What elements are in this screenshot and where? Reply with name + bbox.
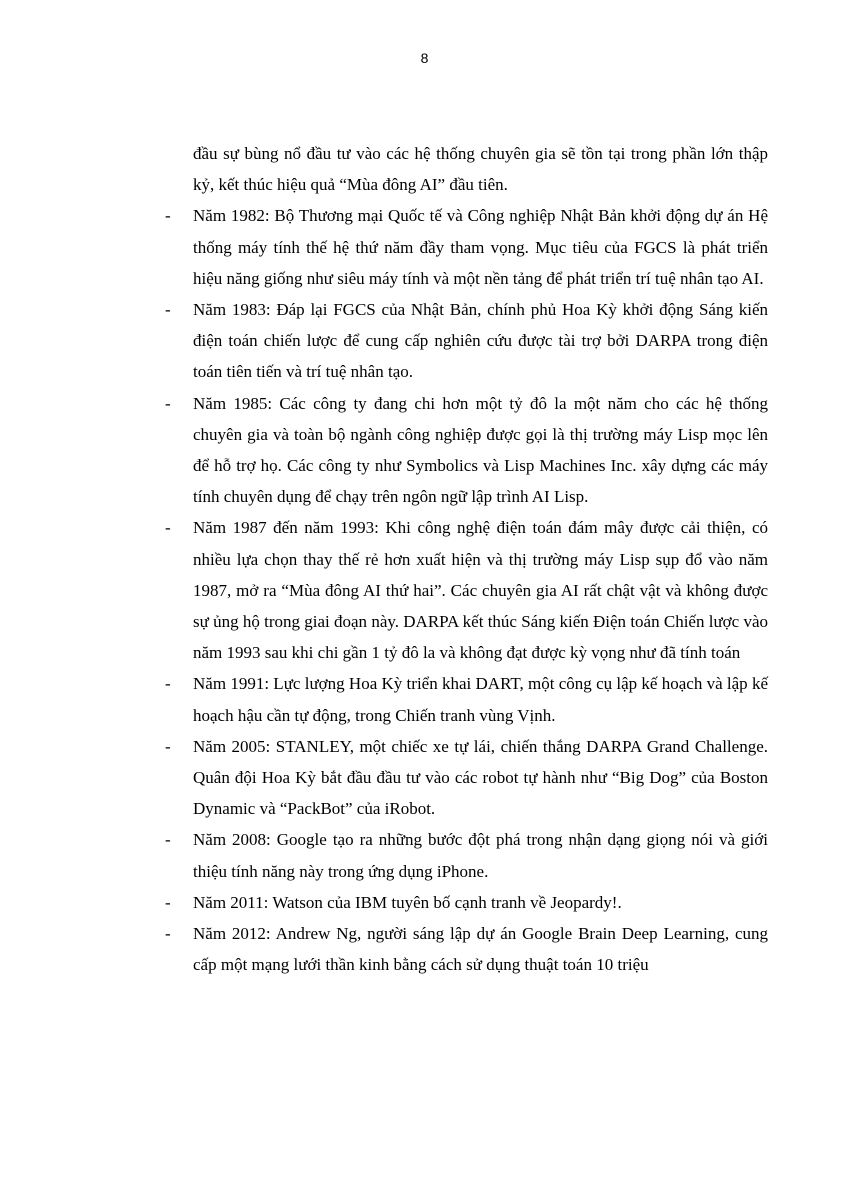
intro-paragraph: đầu sự bùng nổ đầu tư vào các hệ thống chuyên gia sẽ tồn tại trong phần lớn thập kỷ, kết thúc hiệu quả “Mùa đông AI” đầu tiên. [193, 144, 768, 195]
dash-bullet: - [165, 674, 171, 694]
list-item [165, 294, 768, 388]
list-item [165, 200, 768, 294]
page-content [165, 138, 768, 980]
list-item-text: Năm 1982: Bộ Thương mại Quốc tế và Công nghiệp Nhật Bản khởi động dự án Hệ thống máy tính thế hệ thứ năm đầy tham vọng. Mục tiêu của FGCS là phát triển hiệu năng giống như siêu máy tính và một nền tảng để phát triển trí tuệ nhân tạo AI. [193, 206, 768, 288]
list-item-text: Năm 1991: Lực lượng Hoa Kỳ triển khai DART, một công cụ lập kế hoạch và lập kế hoạch hậu cần tự động, trong Chiến tranh vùng Vịnh. [193, 674, 768, 725]
list-item [165, 512, 768, 668]
list-item-text: Năm 2008: Google tạo ra những bước đột phá trong nhận dạng giọng nói và giới thiệu tính năng này trong ứng dụng iPhone. [193, 830, 768, 881]
list-item-text: Năm 2011: Watson của IBM tuyên bố cạnh tranh về Jeopardy!. [193, 892, 622, 912]
dash-bullet: - [165, 830, 171, 850]
list-item [165, 918, 768, 980]
dash-bullet: - [165, 206, 171, 226]
list-item [165, 388, 768, 513]
dash-bullet: - [165, 300, 171, 320]
list-item [165, 887, 768, 918]
dash-bullet: - [165, 393, 171, 413]
list-item-text: Năm 2005: STANLEY, một chiếc xe tự lái, chiến thắng DARPA Grand Challenge. Quân đội Hoa Kỳ bắt đầu đầu tư vào các robot tự hành như “Big Dog” của Boston Dynamic và “PackBot” của iRobot. [193, 736, 768, 819]
list-item [165, 824, 768, 886]
list-item-text: Năm 1987 đến năm 1993: Khi công nghệ điện toán đám mây được cải thiện, có nhiều lựa chọn thay thế rẻ hơn xuất hiện và thị trường máy Lisp sụp đổ vào năm 1987, mở ra “Mùa đông AI thứ hai”. Các chuyên gia AI rất chật vật và không được sự ủng hộ trong giai đoạn này. DARPA kết thúc Sáng kiến Điện toán Chiến lược vào năm 1993 sau khi chi gần 1 tỷ đô la và không đạt được kỳ vọng như đã tính toán [193, 518, 768, 663]
dash-bullet: - [165, 736, 171, 756]
dash-bullet: - [165, 924, 171, 944]
list-item [165, 668, 768, 730]
list-item-text: Năm 2012: Andrew Ng, người sáng lập dự án Google Brain Deep Learning, cung cấp một mạng lưới thần kinh bằng cách sử dụng thuật toán 10 triệu [193, 924, 768, 975]
timeline-list [165, 200, 768, 980]
list-item-text: Năm 1983: Đáp lại FGCS của Nhật Bản, chính phủ Hoa Kỳ khởi động Sáng kiến điện toán chiến lược để cung cấp nghiên cứu được tài trợ bởi DARPA trong điện toán tiên tiến và trí tuệ nhân tạo. [193, 300, 768, 382]
dash-bullet: - [165, 518, 171, 538]
list-item-text: Năm 1985: Các công ty đang chi hơn một tỷ đô la một năm cho các hệ thống chuyên gia và toàn bộ ngành công nghiệp được gọi là thị trường máy Lisp mọc lên để hỗ trợ họ. Các công ty như Symbolics và Lisp Machines Inc. xây dựng các máy tính chuyên dụng để chạy trên ngôn ngữ lập trình AI Lisp. [193, 393, 768, 507]
dash-bullet: - [165, 892, 171, 912]
list-item [165, 731, 768, 825]
page-number: 8 [420, 50, 429, 66]
